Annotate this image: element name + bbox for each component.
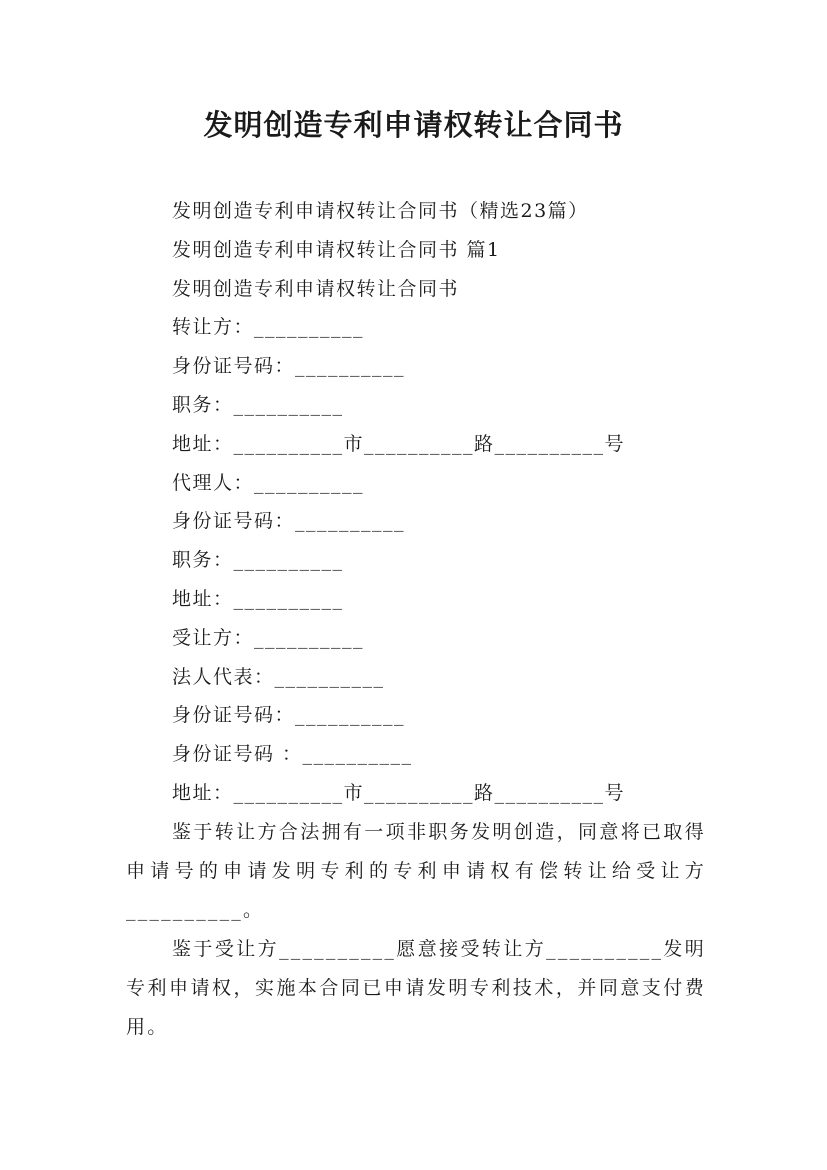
legal-representative-field: 法人代表：__________ <box>172 665 385 688</box>
transferor-field: 转让方：__________ <box>172 316 365 339</box>
transferor-position-field: 职务：__________ <box>172 393 344 416</box>
transferee-id-field-2: 身份证号码 ：__________ <box>172 743 413 766</box>
transferor-address-field: 地址：__________市__________路__________号 <box>172 432 626 455</box>
transferor-id-field: 身份证号码：__________ <box>172 355 406 378</box>
agent-address-field: 地址：__________ <box>172 587 344 610</box>
subtitle-line: 发明创造专利申请权转让合同书（精选23篇） <box>172 200 589 222</box>
document-title: 发明创造专利申请权转让合同书 <box>203 108 624 142</box>
transferee-field: 受让方：__________ <box>172 626 365 649</box>
agent-id-field: 身份证号码：__________ <box>172 510 406 533</box>
agent-field: 代理人：__________ <box>172 471 365 494</box>
section-heading: 发明创造专利申请权转让合同书 篇1 <box>172 238 501 261</box>
agent-position-field: 职务：__________ <box>172 549 344 572</box>
paragraph-transferor-recital: 鉴于转让方合法拥有一项非职务发明创造，同意将已取得申请号的申请发明专利的专利申请权有偿转让给受让方__________。 <box>126 821 706 921</box>
transferee-address-field: 地址：__________市__________路__________号 <box>172 781 626 804</box>
contract-name: 发明创造专利申请权转让合同书 <box>172 277 460 300</box>
document-lines <box>172 192 732 813</box>
transferee-id-field: 身份证号码：__________ <box>172 704 406 727</box>
paragraph-transferee-recital: 鉴于受让方__________愿意接受转让方__________发明专利申请权，实施本合同已申请发明专利技术，并同意支付费用。 <box>126 938 706 1038</box>
